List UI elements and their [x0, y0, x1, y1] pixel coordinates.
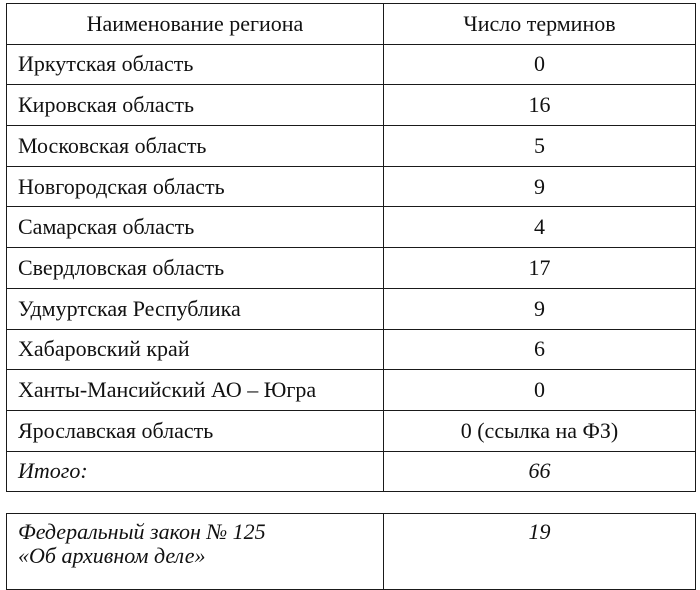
table-row [7, 207, 696, 248]
region-name: Московская область [7, 126, 384, 167]
table-row [7, 329, 696, 370]
header-term-count: Число терминов [384, 4, 696, 45]
term-count: 0 [384, 44, 696, 85]
term-count: 5 [384, 126, 696, 167]
region-name: Самарская область [7, 207, 384, 248]
table-row [7, 288, 696, 329]
table-row [7, 248, 696, 289]
federal-law-name [7, 514, 384, 590]
term-count: 9 [384, 166, 696, 207]
region-name: Свердловская область [7, 248, 384, 289]
federal-law-term-count: 19 [384, 514, 696, 590]
term-count: 0 (ссылка на ФЗ) [384, 410, 696, 451]
region-name: Ханты-Мансийский АО – Югра [7, 370, 384, 411]
term-count: 6 [384, 329, 696, 370]
federal-law-name-line2: «Об архивном деле» [18, 543, 206, 569]
federal-law-row [7, 514, 696, 590]
table-row [7, 44, 696, 85]
total-value: 66 [384, 451, 696, 492]
region-name: Ярославская область [7, 410, 384, 451]
region-name: Удмуртская Республика [7, 288, 384, 329]
federal-law-table [6, 513, 696, 590]
total-label: Итого: [7, 451, 384, 492]
table-row [7, 126, 696, 167]
term-count: 4 [384, 207, 696, 248]
region-name: Иркутская область [7, 44, 384, 85]
region-name: Новгородская область [7, 166, 384, 207]
table-row [7, 85, 696, 126]
total-row [7, 451, 696, 492]
term-count: 0 [384, 370, 696, 411]
term-count: 17 [384, 248, 696, 289]
table-row [7, 166, 696, 207]
term-count: 9 [384, 288, 696, 329]
table-row [7, 370, 696, 411]
regions-table [6, 3, 696, 492]
table-row [7, 410, 696, 451]
table-header-row [7, 4, 696, 45]
term-count: 16 [384, 85, 696, 126]
region-name: Хабаровский край [7, 329, 384, 370]
header-region: Наименование региона [7, 4, 384, 45]
region-name: Кировская область [7, 85, 384, 126]
federal-law-name-line1: Федеральный закон № 125 [18, 519, 266, 544]
